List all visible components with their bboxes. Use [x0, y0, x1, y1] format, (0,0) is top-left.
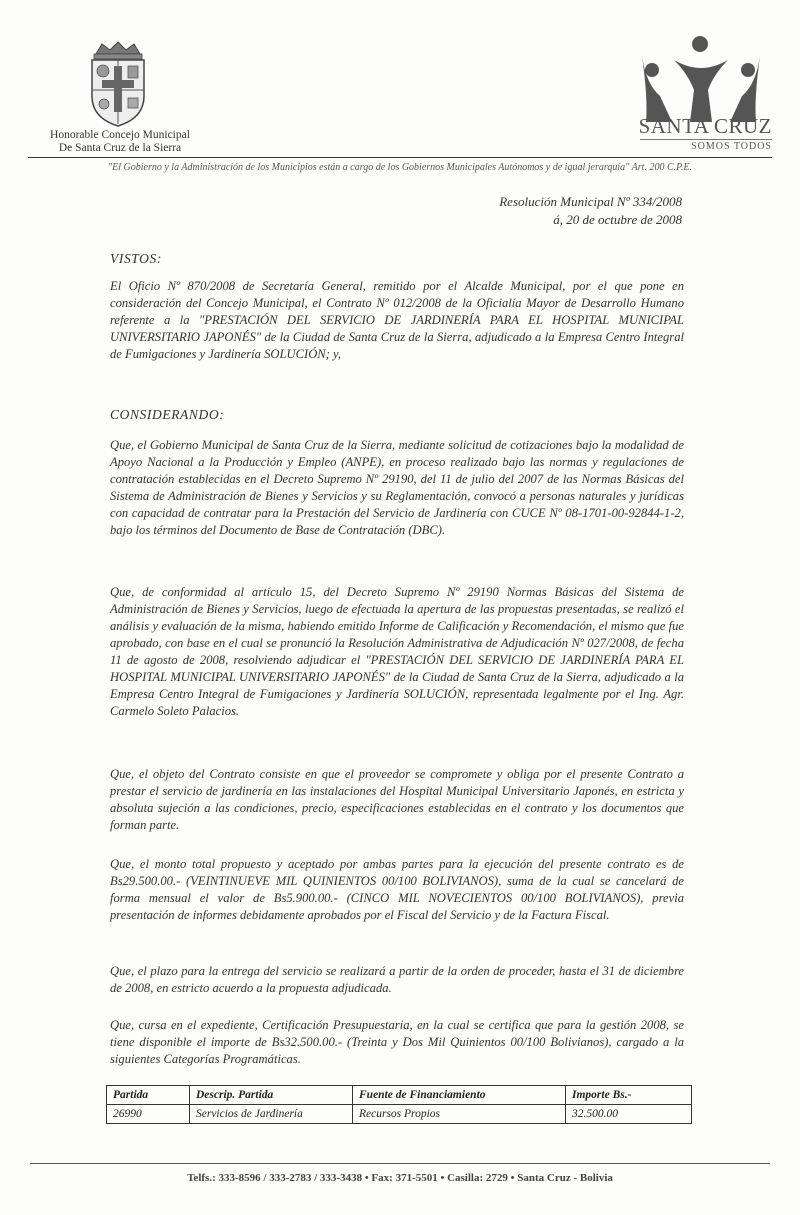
municipal-seal-icon: [78, 40, 158, 128]
considerando-paragraph-5: Que, el plazo para la entrega del servicio se realizará a partir de la orden de proceder, hasta el 31 de diciembre de 2008, en estricto acuerdo a la propuesta adjudicada.: [110, 964, 684, 995]
considerando-paragraph-3: Que, el objeto del Contrato consiste en que el proveedor se compromete y obliga por el presente Contrato a prestar el servicio de jardinería en las instalaciones del Hospital Municipal Universitario Japonés, en estricta y absoluta sujeción a las condiciones, precio, especificaciones establecidas en el contrato y los documentos que forman parte.: [110, 767, 684, 832]
table-cell-importe: 32.500.00: [566, 1105, 692, 1124]
budget-table: [106, 1085, 692, 1124]
considerando-paragraph-2: Que, de conformidad al artículo 15, del Decreto Supremo Nº 29190 Normas Básicas del Sistema de Administración de Bienes y Servicios, luego de efectuada la apertura de las propuestas presentadas, se realizó el análisis y evaluación de la misma, habiendo emitido Informe de Calificación y Recomendación, el mismo que fue aprobado, con base en el cual se pronunció la Resolución Administrativa de Adjudicación Nº 027/2008, de fecha 11 de agosto de 2008, resolviendo adjudicar el "PRESTACIÓN DEL SERVICIO DE JARDINERÍA PARA EL HOSPITAL MUNICIPAL UNIVERSITARIO JAPONÉS" de la Ciudad de Santa Cruz de la Sierra, adjudicado a la Empresa Centro Integral de Fumigaciones y Jardinería SOLUCIÓN, representada legalmente por el Ing. Agr. Carmelo Soleto Palacios.: [110, 585, 684, 718]
considerando-paragraph-6: Que, cursa en el expediente, Certificación Presupuestaria, en la cual se certifica que para la gestión 2008, se tiene disponible el importe de Bs32.500.00.- (Treinta y Dos Mil Quinientos 00/100 Bolivianos), cargado a la siguientes Categorías Programáticas.: [110, 1018, 684, 1066]
vistos-heading: VISTOS:: [110, 251, 162, 266]
considerando-paragraph-4: Que, el monto total propuesto y aceptado por ambas partes para la ejecución del presente contrato es de Bs29.500.00.- (VEINTINUEVE MIL QUINIENTOS 00/100 BOLIVIANOS), suma de la cual se cancelará de forma mensual el valor de Bs5.900.00.- (CINCO MIL NOVECIENTOS 00/100 BOLIVIANOS), previa presentación de informes debidamente aprobados por el Fiscal del Servicio y de la Factura Fiscal.: [110, 857, 684, 922]
vistos-paragraph: El Oficio Nº 870/2008 de Secretaría General, remitido por el Alcalde Municipal, por el que pone en consideración del Concejo Municipal, el Contrato Nº 012/2008 de la Oficialía Mayor de Desarrollo Humano referente a la "PRESTACIÓN DEL SERVICIO DE JARDINERÍA PARA EL HOSPITAL MUNICIPAL UNIVERSITARIO JAPONÉS" de la Ciudad de Santa Cruz de la Sierra, adjudicado a la Empresa Centro Integral de Fumigaciones y Jardinería SOLUCIÓN; y,: [110, 279, 684, 361]
table-header-fuente: Fuente de Financiamiento: [353, 1086, 566, 1105]
header-divider: [28, 157, 772, 158]
brand-name: SANTA CRUZ: [638, 114, 772, 138]
santa-cruz-people-logo-icon: [638, 34, 764, 122]
considerando-paragraph-1: Que, el Gobierno Municipal de Santa Cruz de la Sierra, mediante solicitud de cotizaciones bajo la modalidad de Apoyo Nacional a la Producción y Empleo (ANPE), en proceso realizado bajo las normas y regulaciones de contratación establecidas en el Decreto Supremo Nº 29190, del 11 de julio del 2007 de las Normas Básicas del Sistema de Administración de Bienes y Servicios y su Reglamentación, convocó a personas naturales y jurídicas con capacidad de contratar para la Prestación del Servicio de Jardinería con CUCE Nº 08-1701-00-92844-1-2, bajo los términos del Documento de Base de Contratación (DBC).: [110, 438, 684, 537]
council-name: [20, 129, 220, 155]
resolution-title: Resolución Municipal Nº 334/2008: [499, 194, 682, 209]
table-cell-descripcion: Servicios de Jardinería: [190, 1105, 353, 1124]
table-row: [107, 1105, 692, 1124]
resolution-date: á, 20 de octubre de 2008: [553, 212, 682, 227]
table-header-descripcion: Descrip. Partida: [190, 1086, 353, 1105]
table-header-row: [107, 1086, 692, 1105]
brand-tagline: SOMOS TODOS: [640, 139, 772, 152]
table-header-importe: Importe Bs.-: [566, 1086, 692, 1105]
council-name-line1: Honorable Concejo Municipal: [50, 129, 190, 141]
footer-divider: [30, 1163, 770, 1164]
table-header-partida: Partida: [107, 1086, 190, 1105]
table-cell-partida: 26990: [107, 1105, 190, 1124]
header-quote: "El Gobierno y la Administración de los Municipios están a cargo de los Gobiernos Municipales Autónomos y de igual jerarquía" Art. 200 C.P.E.: [107, 162, 693, 173]
considerando-heading: CONSIDERANDO:: [110, 407, 225, 422]
footer-contact: Telfs.: 333-8596 / 333-2783 / 333-3438 • Fax: 371-5501 • Casilla: 2729 • Santa Cruz - Bolivia: [187, 1172, 613, 1184]
council-name-line2: De Santa Cruz de la Sierra: [58, 142, 182, 154]
table-cell-fuente: Recursos Propios: [353, 1105, 566, 1124]
